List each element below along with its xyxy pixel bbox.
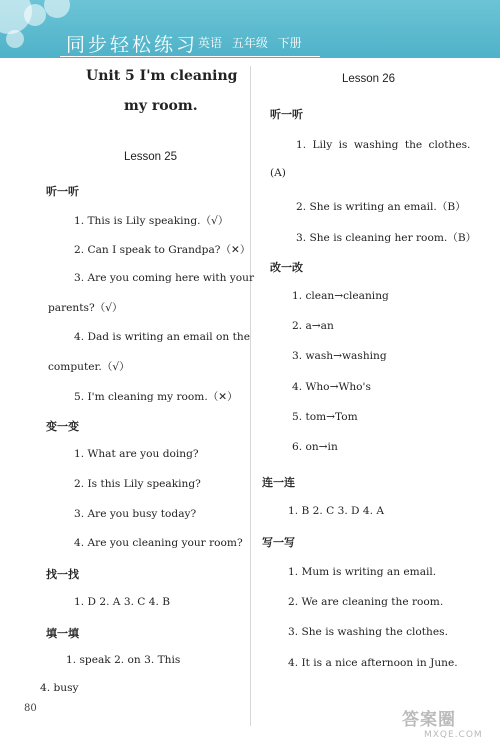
- answer-line: 4. busy: [40, 682, 79, 694]
- unit-title: Unit 5 I'm cleaning: [86, 68, 238, 84]
- answer-line: 3. She is washing the clothes.: [288, 626, 448, 638]
- lesson-title: Lesson 25: [124, 151, 178, 163]
- answer-line: 3. Are you coming here with your: [74, 272, 255, 284]
- answer-line: 1. D 2. A 3. C 4. B: [74, 596, 171, 608]
- section-title: 改一改: [270, 261, 303, 274]
- answer-line: 2. She is writing an email.（B）: [296, 201, 466, 213]
- answer-line: 1. What are you doing?: [74, 448, 199, 460]
- answer-line: 4. Are you cleaning your room?: [74, 537, 243, 549]
- column-divider: [250, 66, 251, 726]
- answer-line: 1. B 2. C 3. D 4. A: [288, 505, 385, 517]
- answer-line: 3. Are you busy today?: [74, 508, 197, 520]
- decorative-bubble: [24, 4, 46, 26]
- answer-line: 4. Dad is writing an email on the: [74, 331, 250, 343]
- page-header: [0, 0, 500, 58]
- answer-line: 1. speak 2. on 3. This: [66, 654, 181, 666]
- section-title: 变一变: [46, 420, 79, 433]
- section-title: 听一听: [270, 108, 303, 121]
- lesson-title: Lesson 26: [342, 73, 396, 85]
- answer-line: 1. clean→cleaning: [292, 290, 389, 302]
- page-number: 80: [24, 703, 37, 714]
- section-title: 填一填: [46, 627, 79, 640]
- header-underline: [60, 56, 320, 57]
- watermark-text: 答案圈: [402, 710, 456, 730]
- answer-line: 2. We are cleaning the room.: [288, 596, 444, 608]
- answer-line: parents?（√）: [48, 302, 123, 314]
- answer-line: 2. Is this Lily speaking?: [74, 478, 201, 490]
- answer-line: 1. Mum is writing an email.: [288, 566, 437, 578]
- watermark-url: MXQE.COM: [424, 730, 483, 740]
- book-title: 同步轻松练习: [66, 34, 199, 56]
- answer-line: 5. I'm cleaning my room.（✕）: [74, 391, 238, 403]
- section-title: 听一听: [46, 185, 79, 198]
- answer-line: 6. on→in: [292, 441, 338, 453]
- answer-line: 1. This is Lily speaking.（√）: [74, 215, 229, 227]
- book-subtitle: 英语 五年级 下册: [198, 36, 302, 50]
- answer-line: 4. It is a nice afternoon in June.: [288, 657, 458, 669]
- answer-line: 2. Can I speak to Grandpa?（✕）: [74, 244, 251, 256]
- decorative-bubble: [44, 0, 70, 18]
- answer-line: 4. Who→Who's: [292, 381, 371, 393]
- section-title: 找一找: [46, 568, 79, 581]
- answer-line: 3. wash→washing: [292, 350, 387, 362]
- watermark-logo: [402, 705, 483, 740]
- section-title: 写一写: [262, 536, 295, 549]
- section-title: 连一连: [262, 476, 295, 489]
- answer-line: computer.（√）: [48, 361, 130, 373]
- answer-line: (A): [270, 167, 286, 179]
- decorative-bubble: [6, 30, 24, 48]
- answer-line: 3. She is cleaning her room.（B）: [296, 232, 477, 244]
- answer-line: 1. Lily is washing the clothes.: [296, 139, 471, 151]
- unit-title-cont: my room.: [124, 98, 198, 114]
- answer-line: 2. a→an: [292, 320, 334, 332]
- answer-line: 5. tom→Tom: [292, 411, 358, 423]
